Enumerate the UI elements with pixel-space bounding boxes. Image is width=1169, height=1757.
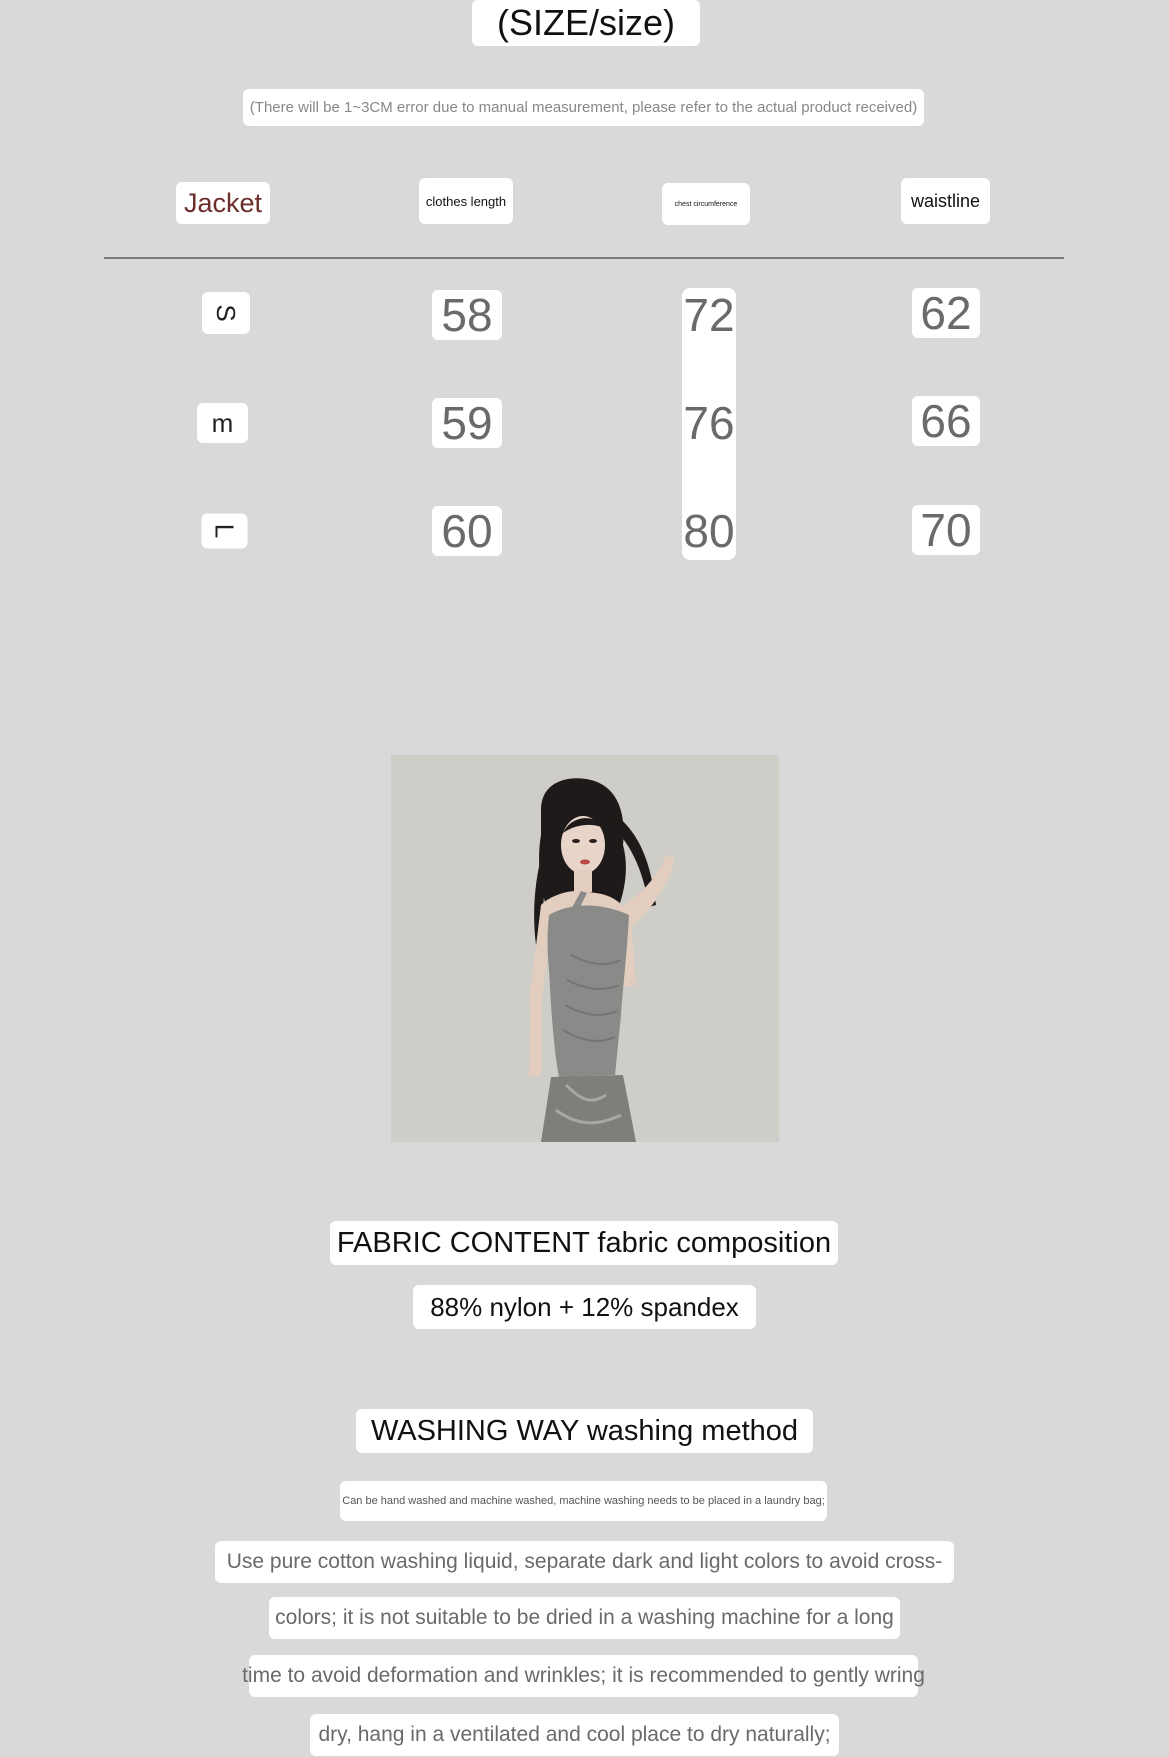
chest-m: 76 (683, 397, 735, 449)
header-jacket: Jacket (176, 182, 270, 224)
washing-instruction-line: dry, hang in a ventilated and cool place to dry naturally; (310, 1714, 839, 1756)
chest-l: 80 (683, 505, 735, 557)
washing-instruction-line: Use pure cotton washing liquid, separate dark and light colors to avoid cross- (215, 1541, 954, 1583)
measurement-note: (There will be 1~3CM error due to manual measurement, please refer to the actual product received) (243, 89, 924, 126)
waist-l: 70 (912, 505, 980, 555)
size-label-m: m (197, 403, 248, 443)
product-photo (391, 755, 779, 1142)
waist-s: 62 (912, 288, 980, 338)
washing-method-title: WASHING WAY washing method (356, 1409, 813, 1453)
washing-instruction-line: colors; it is not suitable to be dried in a washing machine for a long (269, 1597, 900, 1639)
waist-m: 66 (912, 396, 980, 446)
length-l: 60 (432, 506, 502, 556)
length-m: 59 (432, 398, 502, 448)
header-chest-circumference: chest circumference (662, 183, 750, 225)
length-s: 58 (432, 290, 502, 340)
washing-instruction-line: time to avoid deformation and wrinkles; it is recommended to gently wring (249, 1655, 918, 1697)
washing-note: Can be hand washed and machine washed, machine washing needs to be placed in a laundry bag; (340, 1481, 827, 1521)
header-clothes-length: clothes length (419, 178, 513, 224)
header-waistline: waistline (901, 178, 990, 224)
fabric-content-title: FABRIC CONTENT fabric composition (330, 1221, 838, 1265)
chest-s: 72 (683, 289, 735, 341)
page-title: (SIZE/size) (472, 0, 700, 46)
size-label-s: S (202, 292, 250, 334)
table-divider (104, 257, 1064, 259)
size-label-l: L (202, 514, 248, 549)
fabric-composition-value: 88% nylon + 12% spandex (413, 1285, 756, 1329)
model-wearing-top-image (391, 755, 779, 1142)
